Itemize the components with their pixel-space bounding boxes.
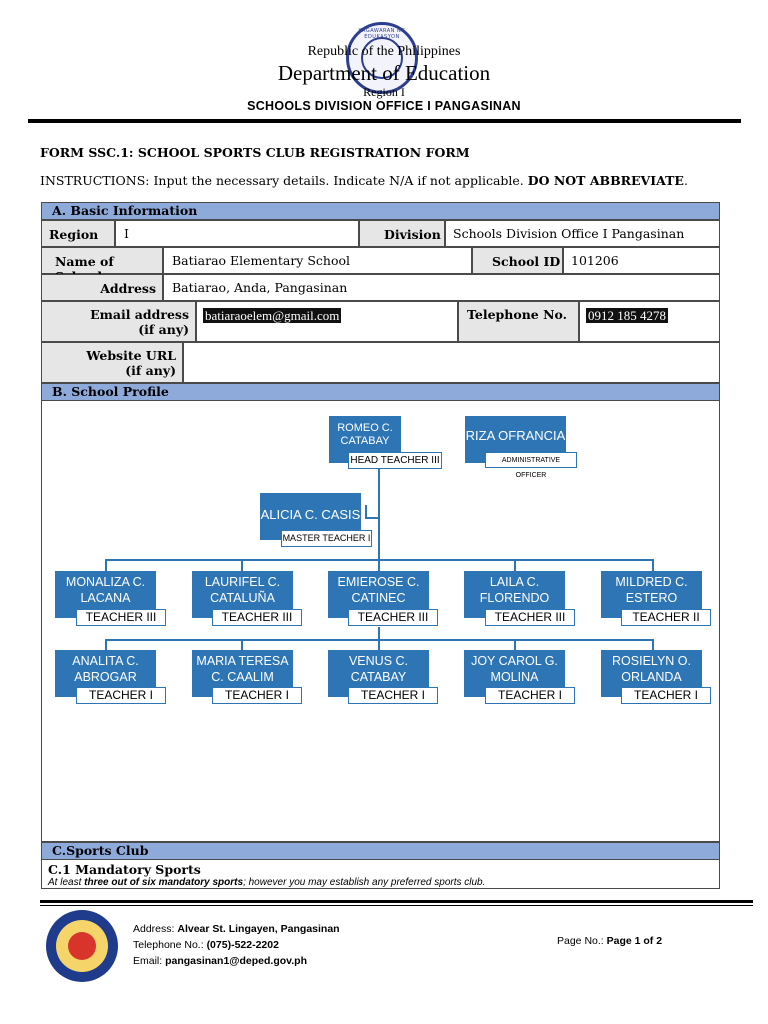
footer-telephone-label: Telephone No.:: [133, 939, 207, 951]
section-a-header: A. Basic Information: [41, 202, 720, 220]
org-row2-1-name: ANALITA C. ABROGAR: [55, 650, 156, 697]
org-head-role: HEAD TEACHER III: [348, 452, 442, 469]
website-label: Website URL (if any): [41, 342, 183, 383]
c1-note-c: ; however you may establish any preferred sports club.: [243, 877, 486, 888]
school-name-field[interactable]: Batiarao Elementary School: [163, 247, 472, 274]
connector-row2-d: [514, 639, 516, 650]
department-title: Department of Education: [277, 61, 491, 85]
org-row1-5-name: MILDRED C. ESTERO: [601, 571, 702, 618]
page-number-label: Page No.:: [557, 935, 607, 947]
connector-row2-a: [105, 639, 107, 650]
org-row2-3-role: TEACHER I: [348, 687, 438, 704]
c1-note-b: three out of six mandatory sports: [84, 877, 244, 888]
org-row2-3-name: VENUS C. CATABAY: [328, 650, 429, 697]
footer-email-value[interactable]: pangasinan1@deped.gov.ph: [165, 955, 307, 967]
page-number-value: Page 1 of 2: [606, 935, 663, 947]
division-label: Division: [359, 220, 445, 247]
division-logo: [46, 910, 118, 982]
division-logo-core: [68, 932, 96, 960]
org-row1-4-name: LAILA C. FLORENDO: [464, 571, 565, 618]
connector-row2-c: [378, 627, 380, 650]
email-field[interactable]: [196, 301, 458, 342]
division-field[interactable]: Schools Division Office I Pangasinan: [445, 220, 720, 247]
email-value: batiaraoelem@gmail.com: [205, 308, 340, 323]
address-label: Address: [41, 274, 163, 301]
org-row1-1-name: MONALIZA C. LACANA: [55, 571, 156, 618]
org-row1-1-role: TEACHER III: [76, 609, 166, 626]
page-number: [557, 935, 662, 947]
division-logo-ring: [56, 920, 108, 972]
footer-divider-thick: [40, 900, 753, 903]
org-admin-name: RIZA OFRANCIA: [465, 416, 566, 463]
org-head-name: ROMEO C. CATABAY: [329, 416, 401, 463]
school-id-label: School ID: [472, 247, 563, 274]
connector-row1-d: [514, 559, 516, 571]
division-office-line: SCHOOLS DIVISION OFFICE I PANGASINAN: [247, 99, 521, 113]
form-title: FORM SSC.1: SCHOOL SPORTS CLUB REGISTRATION FORM: [40, 145, 470, 160]
section-b-header: B. School Profile: [41, 383, 720, 401]
footer-address-value: Alvear St. Lingayen, Pangasinan: [177, 923, 340, 935]
org-row2-1-role: TEACHER I: [76, 687, 166, 704]
instructions-bold: DO NOT ABBREVIATE: [527, 173, 684, 188]
school-id-field[interactable]: 101206: [563, 247, 720, 274]
telephone-value: 0912 185 4278: [588, 308, 666, 323]
c1-title: C.1 Mandatory Sports: [48, 862, 201, 877]
footer-address: [133, 921, 340, 937]
connector-row2-e: [652, 639, 654, 650]
org-master-role: MASTER TEACHER I: [281, 530, 372, 547]
org-row1-2-name: LAURIFEL C. CATALUÑA: [192, 571, 293, 618]
connector-row1-e: [652, 559, 654, 571]
seal-text: KAGAWARAN NG EDUKASYON: [358, 28, 406, 40]
region-field[interactable]: I: [115, 220, 359, 247]
footer-email-label: Email:: [133, 955, 166, 967]
footer-address-label: Address:: [133, 923, 178, 935]
org-row2-2-name: MARIA TERESA C. CAALIM: [192, 650, 293, 697]
org-row2-5-role: TEACHER I: [621, 687, 711, 704]
org-row2-5-name: ROSIELYN O. ORLANDA: [601, 650, 702, 697]
org-row2-2-role: TEACHER I: [212, 687, 302, 704]
footer-telephone-value: (075)-522-2202: [206, 939, 279, 951]
connector-row2-b: [241, 639, 243, 650]
connector-master: [365, 517, 380, 519]
region-label: Region: [41, 220, 115, 247]
connector-master-drop: [365, 505, 367, 519]
website-field[interactable]: [183, 342, 720, 383]
address-field[interactable]: Batiarao, Anda, Pangasinan: [163, 274, 720, 301]
email-label: Email address (if any): [41, 301, 196, 342]
org-row1-2-role: TEACHER III: [212, 609, 302, 626]
org-row2-4-name: JOY CAROL G. MOLINA: [464, 650, 565, 697]
org-row1-3-name: EMIEROSE C. CATINEC: [328, 571, 429, 618]
instructions-text: INSTRUCTIONS: Input the necessary details. Indicate N/A if not applicable.: [40, 173, 524, 188]
connector-row1-a: [105, 559, 107, 571]
org-row1-4-role: TEACHER III: [485, 609, 575, 626]
republic-line: Republic of the Philippines: [307, 44, 461, 59]
org-row1-3-role: TEACHER III: [348, 609, 438, 626]
section-c-header: C.Sports Club: [41, 842, 720, 860]
footer-email: [133, 953, 340, 969]
instructions: [40, 173, 688, 188]
org-master-name: ALICIA C. CASIS: [260, 493, 361, 540]
c1-note: [48, 877, 485, 888]
instructions-end: .: [683, 173, 688, 188]
connector-row1-b: [241, 559, 243, 571]
org-admin-role: ADMINISTRATIVE OFFICER: [485, 452, 577, 468]
connector-row1-c: [378, 559, 380, 571]
org-chart: [41, 400, 720, 842]
telephone-label: Telephone No.: [458, 301, 579, 342]
footer-divider-thin: [40, 905, 753, 906]
org-row1-5-role: TEACHER II: [621, 609, 711, 626]
region-line: Region I: [363, 85, 405, 99]
header-divider: [28, 119, 741, 123]
footer-telephone: [133, 937, 340, 953]
c1-note-a: At least: [48, 877, 85, 888]
footer-contact: [133, 921, 340, 969]
org-row2-4-role: TEACHER I: [485, 687, 575, 704]
telephone-field[interactable]: [579, 301, 720, 342]
school-name-label: Name of: [41, 247, 163, 274]
